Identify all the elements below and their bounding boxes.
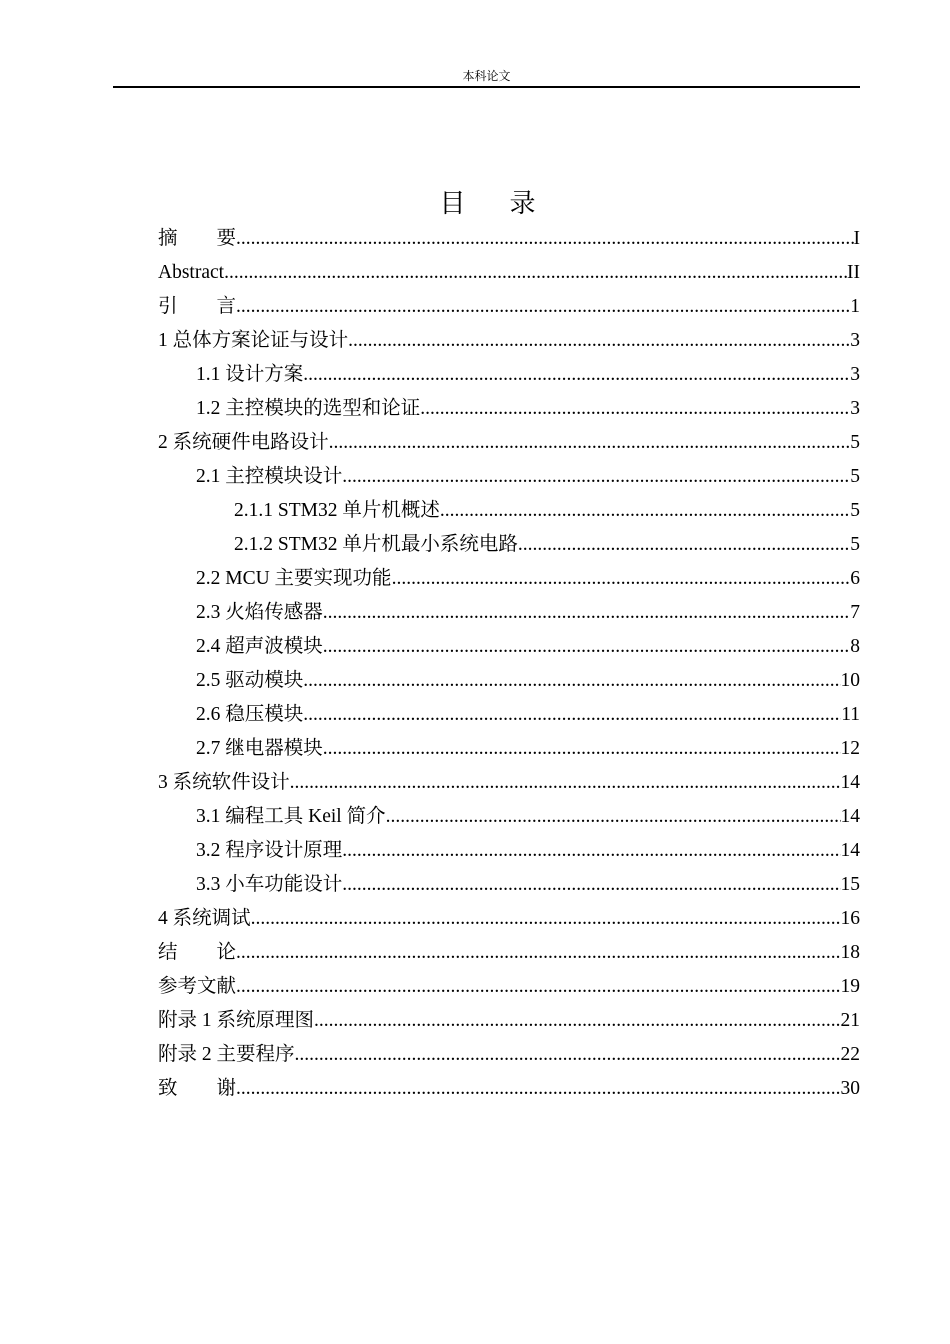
- toc-entry[interactable]: [158, 664, 860, 698]
- toc-entry-label: 3.3 小车功能设计: [196, 874, 343, 895]
- toc-leader-dots: [420, 392, 850, 426]
- toc-entry[interactable]: [158, 732, 860, 766]
- toc-entry[interactable]: [158, 834, 860, 868]
- toc-leader-dots: [329, 426, 851, 460]
- toc-leader-dots: [440, 494, 850, 528]
- toc-entry-label: 2 系统硬件电路设计: [158, 432, 329, 453]
- toc-entry-page-number: 30: [840, 1078, 860, 1099]
- toc-leader-dots: [290, 766, 841, 800]
- toc-leader-dots: [342, 834, 840, 868]
- toc-entry-page-number: 5: [850, 500, 860, 521]
- toc-entry-label: Abstract: [158, 262, 225, 283]
- toc-leader-dots: [323, 732, 841, 766]
- toc-entry-label: 2.4 超声波模块: [196, 636, 323, 657]
- toc-entry-page-number: 19: [840, 976, 860, 997]
- toc-entry[interactable]: [158, 1038, 860, 1072]
- toc-leader-dots: [342, 868, 840, 902]
- toc-entry-page-number: 5: [850, 466, 860, 487]
- toc-entry-page-number: 7: [850, 602, 860, 623]
- toc-entry[interactable]: [158, 1072, 860, 1106]
- toc-entry-page-number: I: [853, 228, 860, 249]
- toc-entry[interactable]: [158, 528, 860, 562]
- toc-entry-label: 4 系统调试: [158, 908, 251, 929]
- toc-leader-dots: [323, 596, 850, 630]
- toc-entry[interactable]: [158, 290, 860, 324]
- toc-entry[interactable]: [158, 766, 860, 800]
- toc-entry-label: 2.7 继电器模块: [196, 738, 323, 759]
- toc-entry-label: 3.2 程序设计原理: [196, 840, 343, 861]
- toc-entry[interactable]: [158, 562, 860, 596]
- toc-entry-page-number: 18: [840, 942, 860, 963]
- toc-entry[interactable]: [158, 698, 860, 732]
- toc-entry-page-number: 3: [850, 364, 860, 385]
- toc-entry-label: 3.1 编程工具 Keil 简介: [196, 806, 386, 827]
- toc-leader-dots: [236, 970, 840, 1004]
- toc-entry[interactable]: [158, 1004, 860, 1038]
- toc-entry-page-number: 15: [840, 874, 860, 895]
- toc-entry[interactable]: [158, 970, 860, 1004]
- toc-entry-page-number: 8: [850, 636, 860, 657]
- toc-entry-page-number: 5: [850, 432, 860, 453]
- toc-leader-dots: [224, 256, 847, 290]
- toc-entry-label: 3 系统软件设计: [158, 772, 290, 793]
- toc-entry-page-number: 3: [850, 398, 860, 419]
- toc-entry-label: 致 谢: [158, 1078, 237, 1099]
- toc-entry-label: 1 总体方案论证与设计: [158, 330, 349, 351]
- toc-leader-dots: [303, 358, 850, 392]
- toc-leader-dots: [342, 460, 850, 494]
- toc-entry[interactable]: [158, 494, 860, 528]
- toc-entry-page-number: 11: [841, 704, 860, 725]
- toc-entry-label: 2.5 驱动模块: [196, 670, 304, 691]
- toc-entry-label: 引 言: [158, 296, 237, 317]
- toc-entry[interactable]: [158, 630, 860, 664]
- toc-leader-dots: [518, 528, 850, 562]
- toc-leader-dots: [236, 1072, 840, 1106]
- toc-entry-page-number: 5: [850, 534, 860, 555]
- toc-entry[interactable]: [158, 222, 860, 256]
- toc-entry-label: 附录 1 系统原理图: [158, 1010, 315, 1031]
- toc-leader-dots: [303, 698, 841, 732]
- toc-entry-label: 2.1.2 STM32 单片机最小系统电路: [234, 534, 518, 555]
- toc-entry-label: 2.1 主控模块设计: [196, 466, 343, 487]
- toc-entry-label: 2.6 稳压模块: [196, 704, 304, 725]
- page-header: [113, 66, 860, 88]
- toc-entry-label: 2.2 MCU 主要实现功能: [196, 568, 392, 589]
- toc-entry-page-number: 10: [840, 670, 860, 691]
- toc-entry[interactable]: [158, 460, 860, 494]
- toc-entry-page-number: 6: [850, 568, 860, 589]
- toc-entry-page-number: 16: [840, 908, 860, 929]
- toc-entry-page-number: 14: [840, 806, 860, 827]
- toc-entry-page-number: 3: [850, 330, 860, 351]
- toc-leader-dots: [386, 800, 841, 834]
- toc-entry-page-number: 12: [840, 738, 860, 759]
- toc-entry[interactable]: [158, 936, 860, 970]
- toc-entry-label: 参考文献: [158, 976, 237, 997]
- toc-leader-dots: [236, 290, 850, 324]
- toc-leader-dots: [295, 1038, 841, 1072]
- toc-entry[interactable]: [158, 868, 860, 902]
- toc-entry-label: 附录 2 主要程序: [158, 1044, 295, 1065]
- toc-leader-dots: [303, 664, 840, 698]
- toc-entry[interactable]: [158, 902, 860, 936]
- toc-leader-dots: [392, 562, 851, 596]
- toc-entry[interactable]: [158, 256, 860, 290]
- toc-entry[interactable]: [158, 324, 860, 358]
- header-text: 本科论文: [462, 69, 511, 83]
- toc-entry[interactable]: [158, 596, 860, 630]
- toc-entry-label: 结 论: [158, 942, 237, 963]
- toc-leader-dots: [348, 324, 850, 358]
- toc-leader-dots: [314, 1004, 840, 1038]
- toc-entry-page-number: 21: [840, 1010, 860, 1031]
- table-of-contents: [158, 222, 860, 1106]
- toc-entry-page-number: 14: [840, 840, 860, 861]
- toc-entry-label: 2.3 火焰传感器: [196, 602, 323, 623]
- toc-leader-dots: [236, 936, 840, 970]
- toc-entry-page-number: II: [847, 262, 860, 283]
- toc-leader-dots: [323, 630, 850, 664]
- toc-leader-dots: [251, 902, 841, 936]
- toc-leader-dots: [236, 222, 853, 256]
- toc-entry-label: 1.1 设计方案: [196, 364, 304, 385]
- toc-entry-label: 摘 要: [158, 228, 237, 249]
- toc-entry-page-number: 14: [840, 772, 860, 793]
- toc-entry-page-number: 1: [850, 296, 860, 317]
- toc-title: 目录: [439, 189, 580, 218]
- toc-entry[interactable]: [158, 358, 860, 392]
- toc-entry-label: 2.1.1 STM32 单片机概述: [234, 500, 440, 521]
- toc-entry[interactable]: [158, 392, 860, 426]
- toc-entry[interactable]: [158, 426, 860, 460]
- toc-entry[interactable]: [158, 800, 860, 834]
- toc-entry-page-number: 22: [840, 1044, 860, 1065]
- toc-entry-label: 1.2 主控模块的选型和论证: [196, 398, 421, 419]
